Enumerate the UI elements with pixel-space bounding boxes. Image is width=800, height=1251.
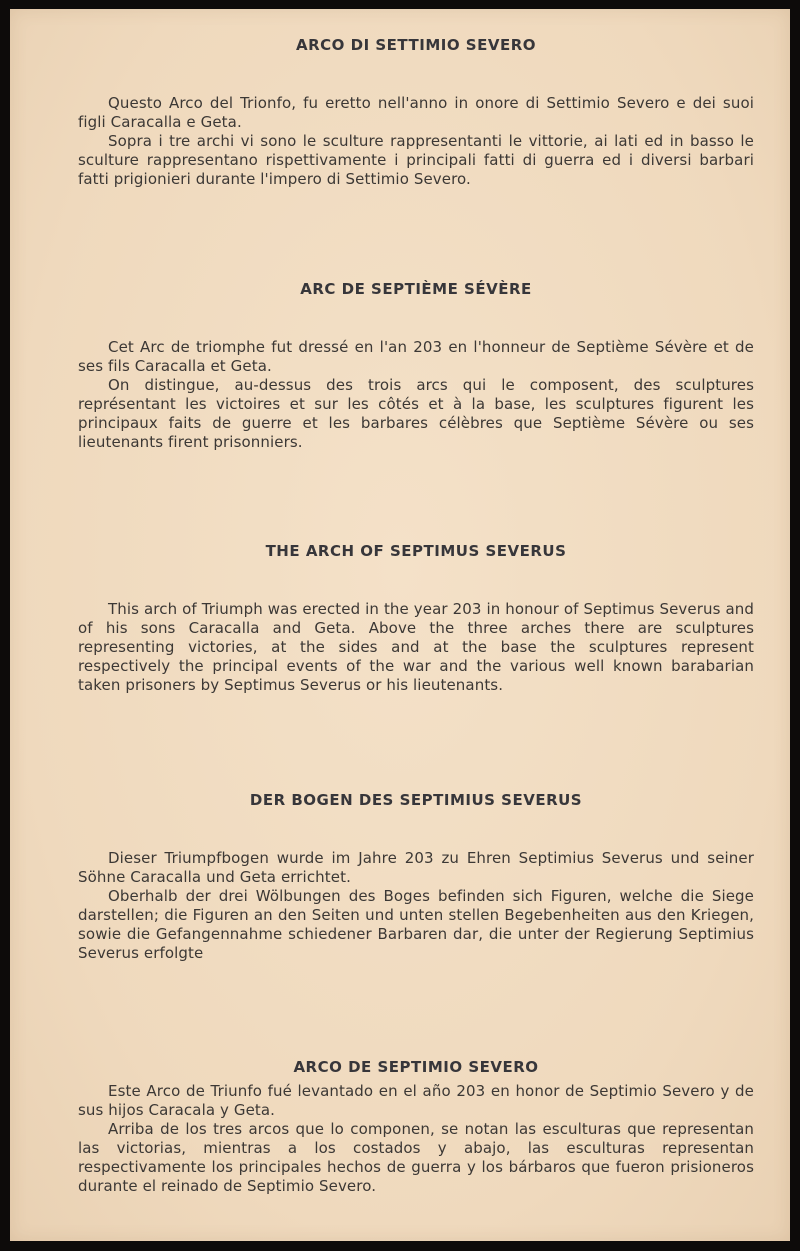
section-paragraph: Questo Arco del Trionfo, fu eretto nell'anno in onore di Settimio Severo e dei suoi figli Caracalla e Geta. — [78, 94, 754, 131]
section-paragraph: This arch of Triumph was erected in the year 203 in honour of Septimus Severus and of his sons Caracalla and Geta. Above the three arches there are sculptures representing victories, at the sides and at the base the sculptures represent respectively the principal events of the war and the various well known barabarian taken prisoners by Septimus Severus or his lieutenants. — [78, 600, 754, 694]
document-card — [10, 9, 790, 1241]
section-title: DER BOGEN DES SEPTIMIUS SEVERUS — [249, 791, 583, 809]
section-title: ARCO DI SETTIMIO SEVERO — [295, 36, 537, 54]
section-spanish — [78, 1058, 754, 1196]
section-paragraph: Cet Arc de triomphe fut dressé en l'an 203 en l'honneur de Septième Sévère et de ses fils Caracalla et Geta. — [78, 338, 754, 375]
section-paragraph: Arriba de los tres arcos que lo componen, se notan las esculturas que representan las victorias, mientras a los costados y abajo, las esculturas representan respectivamente los principales hechos de guerra y los bárbaros que fueron prisioneros durante el reinado de Septimio Severo. — [78, 1120, 754, 1195]
section-french — [78, 280, 754, 452]
section-paragraph: Oberhalb der drei Wölbungen des Boges befinden sich Figuren, welche die Siege darstellen; die Figuren an den Seiten und unten stellen Begebenheiten aus den Kriegen, sowie die Gefangennahme schiedener Barbaren dar, die unter der Regierung Septimius Severus erfolgte — [78, 887, 754, 962]
section-paragraph: On distingue, au-dessus des trois arcs qui le composent, des sculptures représentant les victoires et sur les côtés et à la base, les sculptures figurent les principaux faits de guerre et les barbares célèbres que Septième Sévère ou ses lieutenants firent prisonniers. — [78, 376, 754, 451]
section-title: THE ARCH OF SEPTIMUS SEVERUS — [265, 542, 567, 560]
section-paragraph: Sopra i tre archi vi sono le sculture rappresentanti le vittorie, ai lati ed in basso le sculture rappresentano rispettivamente i principali fatti di guerra ed i diversi barbari fatti prigionieri durante l'impero di Settimio Severo. — [78, 132, 754, 188]
section-paragraph: Dieser Triumpfbogen wurde im Jahre 203 zu Ehren Septimius Severus und seiner Söhne Caracalla und Geta errichtet. — [78, 849, 754, 886]
section-title: ARCO DE SEPTIMIO SEVERO — [293, 1058, 539, 1076]
section-italian — [78, 36, 754, 189]
section-title: ARC DE SEPTIÈME SÉVÈRE — [300, 280, 532, 298]
section-english — [78, 542, 754, 695]
section-german — [78, 791, 754, 963]
section-paragraph: Este Arco de Triunfo fué levantado en el año 203 en honor de Septimio Severo y de sus hijos Caracala y Geta. — [78, 1082, 754, 1119]
